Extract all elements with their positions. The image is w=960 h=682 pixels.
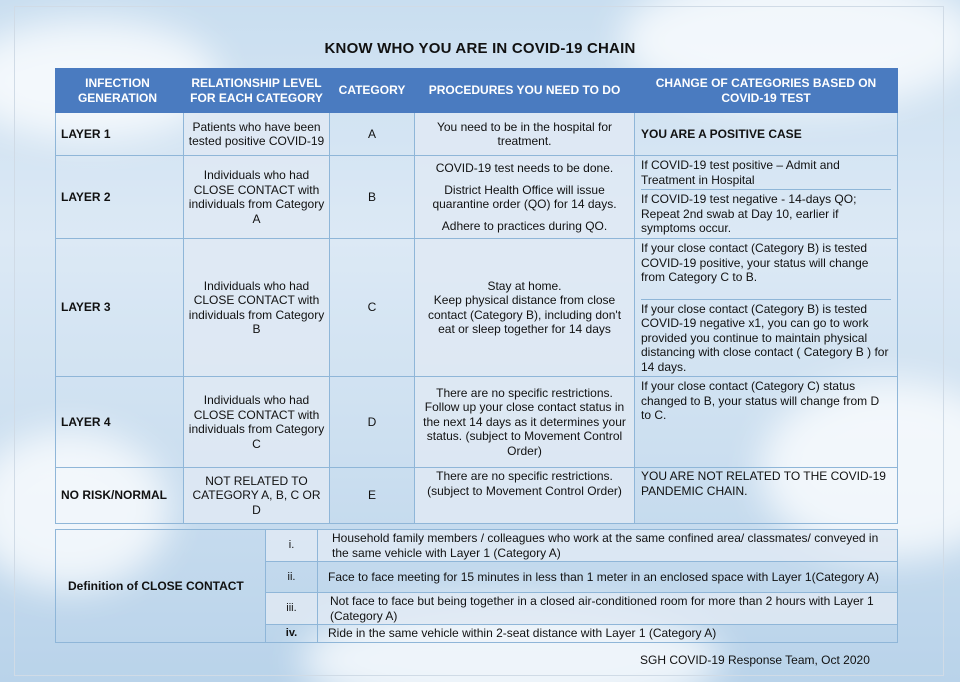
table-row: [56, 239, 898, 377]
close-contact-definition-table: [55, 529, 898, 643]
header-change-of-categories: CHANGE OF CATEGORIES BASED ON COVID-19 TEST: [635, 69, 898, 113]
procedure-text: Stay at home.: [487, 278, 562, 293]
change-text: If your close contact (Category B) is tested COVID-19 negative x1, you can go to work provided you continue to maintain physical distancing with close contact ( Category B ) for 14 days.: [641, 299, 891, 377]
generation-cell: LAYER 2: [56, 156, 184, 239]
change-text: YOU ARE NOT RELATED TO THE COVID-19 PANDEMIC CHAIN.: [641, 469, 886, 498]
definition-number: iv.: [266, 625, 318, 643]
definition-label: Definition of CLOSE CONTACT: [56, 530, 266, 643]
procedure-text: There are no specific restrictions. Follow up your close contact status in the next 14 days as it determines your status. (subject to Movement Control Order): [423, 385, 626, 458]
change-text: If COVID-19 test negative - 14-days QO; Repeat 2nd swab at Day 10, earlier if symptoms occur.: [641, 189, 891, 238]
procedures-cell: [415, 156, 635, 239]
change-cell: [635, 113, 898, 156]
covid-chain-table: [55, 68, 898, 524]
definition-row: [56, 530, 898, 562]
definition-text: Ride in the same vehicle within 2-seat distance with Layer 1 (Category A): [318, 625, 898, 643]
procedures-cell: [415, 239, 635, 377]
change-text: If COVID-19 test positive – Admit and Treatment in Hospital: [641, 158, 840, 187]
procedures-cell: [415, 468, 635, 524]
relationship-cell: Individuals who had CLOSE CONTACT with individuals from Category B: [184, 239, 330, 377]
definition-text: Face to face meeting for 15 minutes in less than 1 meter in an enclosed space with Layer 1(Category A): [318, 562, 898, 593]
procedures-cell: [415, 113, 635, 156]
table-row: [56, 113, 898, 156]
relationship-cell: Individuals who had CLOSE CONTACT with individuals from Category A: [184, 156, 330, 239]
procedure-text: There are no specific restrictions. (subject to Movement Control Order): [427, 469, 622, 498]
category-cell: D: [330, 377, 415, 468]
header-infection-generation: INFECTION GENERATION: [56, 69, 184, 113]
table-row: [56, 156, 898, 239]
definition-text: Household family members / colleagues who work at the same confined area/ classmates/ conveyed in the same vehicle with Layer 1 (Category A): [318, 530, 898, 562]
category-cell: E: [330, 468, 415, 524]
change-cell: [635, 468, 898, 524]
generation-cell: NO RISK/NORMAL: [56, 468, 184, 524]
procedure-text: District Health Office will issue quarantine order (QO) for 14 days.: [432, 182, 617, 211]
footer-credit: SGH COVID-19 Response Team, Oct 2020: [640, 653, 870, 667]
definition-number: ii.: [266, 562, 318, 593]
table-row: [56, 468, 898, 524]
relationship-cell: Patients who have been tested positive COVID-19: [184, 113, 330, 156]
relationship-cell: Individuals who had CLOSE CONTACT with individuals from Category C: [184, 377, 330, 468]
change-cell: [635, 156, 898, 239]
generation-cell: LAYER 3: [56, 239, 184, 377]
procedure-text: Keep physical distance from close contact (Category B), including don't eat or sleep together for 14 days: [427, 293, 622, 336]
table-row: [56, 377, 898, 468]
definition-text: Not face to face but being together in a closed air-conditioned room for more than 2 hours with Layer 1 (Category A): [318, 593, 898, 625]
header-procedures: PROCEDURES YOU NEED TO DO: [415, 69, 635, 113]
procedure-text: You need to be in the hospital for treatment.: [436, 119, 613, 148]
category-cell: A: [330, 113, 415, 156]
change-cell: [635, 377, 898, 468]
category-cell: B: [330, 156, 415, 239]
header-relationship-level: RELATIONSHIP LEVEL FOR EACH CATEGORY: [184, 69, 330, 113]
relationship-cell: NOT RELATED TO CATEGORY A, B, C OR D: [184, 468, 330, 524]
generation-cell: LAYER 1: [56, 113, 184, 156]
procedure-text: COVID-19 test needs to be done.: [435, 161, 614, 175]
definition-number: iii.: [266, 593, 318, 625]
change-text: If your close contact (Category C) status changed to B, your status will change from D to C.: [641, 379, 880, 422]
category-cell: C: [330, 239, 415, 377]
procedure-text: Adhere to practices during QO.: [441, 218, 608, 233]
table-header-row: [56, 69, 898, 113]
header-category: CATEGORY: [330, 69, 415, 113]
change-text: If your close contact (Category B) is tested COVID-19 positive, your status will change from Category C to B.: [641, 241, 869, 284]
procedures-cell: [415, 377, 635, 468]
change-cell: [635, 239, 898, 377]
generation-cell: LAYER 4: [56, 377, 184, 468]
poster-title: KNOW WHO YOU ARE IN COVID-19 CHAIN: [324, 40, 636, 57]
definition-number: i.: [266, 530, 318, 562]
change-text: YOU ARE A POSITIVE CASE: [641, 126, 802, 141]
